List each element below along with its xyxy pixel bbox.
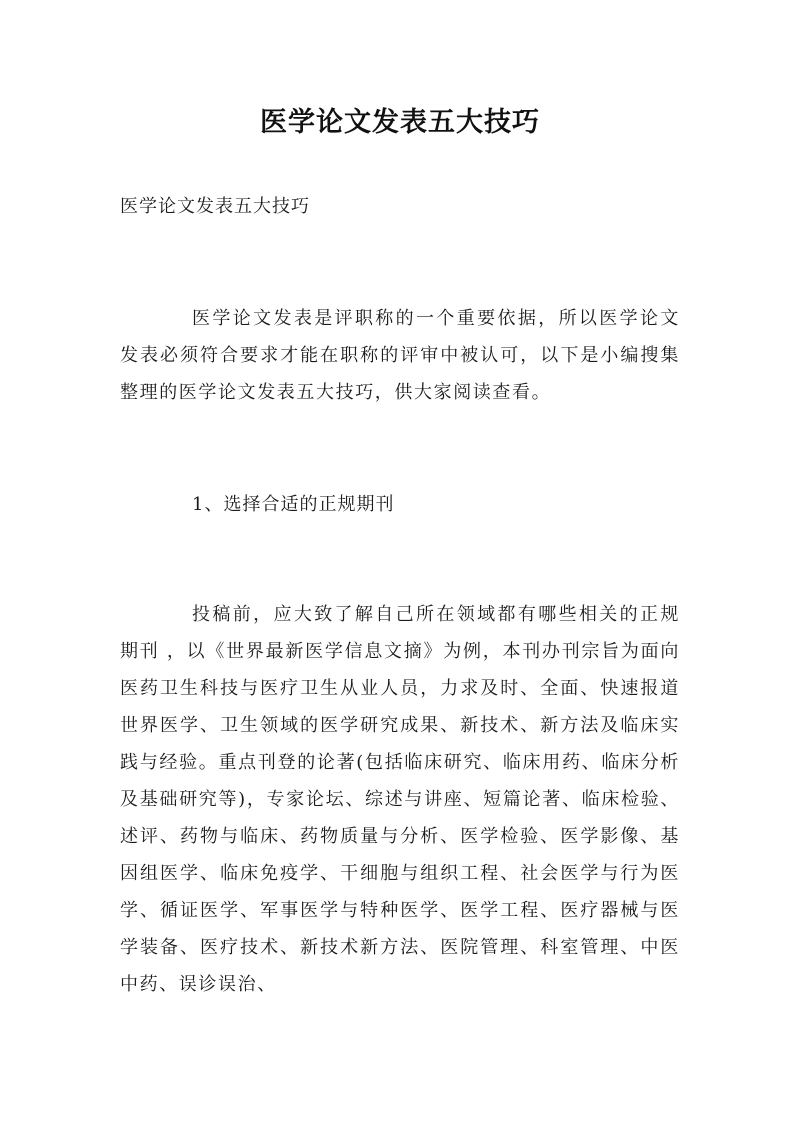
document-subtitle: 医学论文发表五大技巧 — [120, 196, 310, 217]
intro-paragraph: 医学论文发表是评职称的一个重要依据，所以医学论文发表必须符合要求才能在职称的评审中被认可，以下是小编搜集整理的医学论文发表五大技巧，供大家阅读查看。 — [120, 308, 680, 403]
document-title: 医学论文发表五大技巧 — [260, 107, 540, 138]
section-heading-1: 1、选择合适的正规期刊 — [192, 494, 395, 515]
section-1-paragraph: 投稿前，应大致了解自己所在领域都有哪些相关的正规期刊 ，以《世界最新医学信息文摘》为例，本刊办刊宗旨为面向医药卫生科技与医疗卫生从业人员，力求及时、全面、快速报道世界医学、卫生领域的医学研究成果、新技术、新方法及临床实践与经验。重点刊登的论著(包括临床研究、临床用药、临床分析及基础研究等)，专家论坛、综述与讲座、短篇论著、临床检验、述评、药物与临床、药物质量与分析、医学检验、医学影像、基因组医学、临床免疫学、干细胞与组织工程、社会医学与行为医学、循证医学、军事医学与特种医学、医学工程、医疗器械与医学装备、医疗技术、新技术新方法、医院管理、科室管理、中医中药、误诊误治、 — [120, 604, 680, 995]
